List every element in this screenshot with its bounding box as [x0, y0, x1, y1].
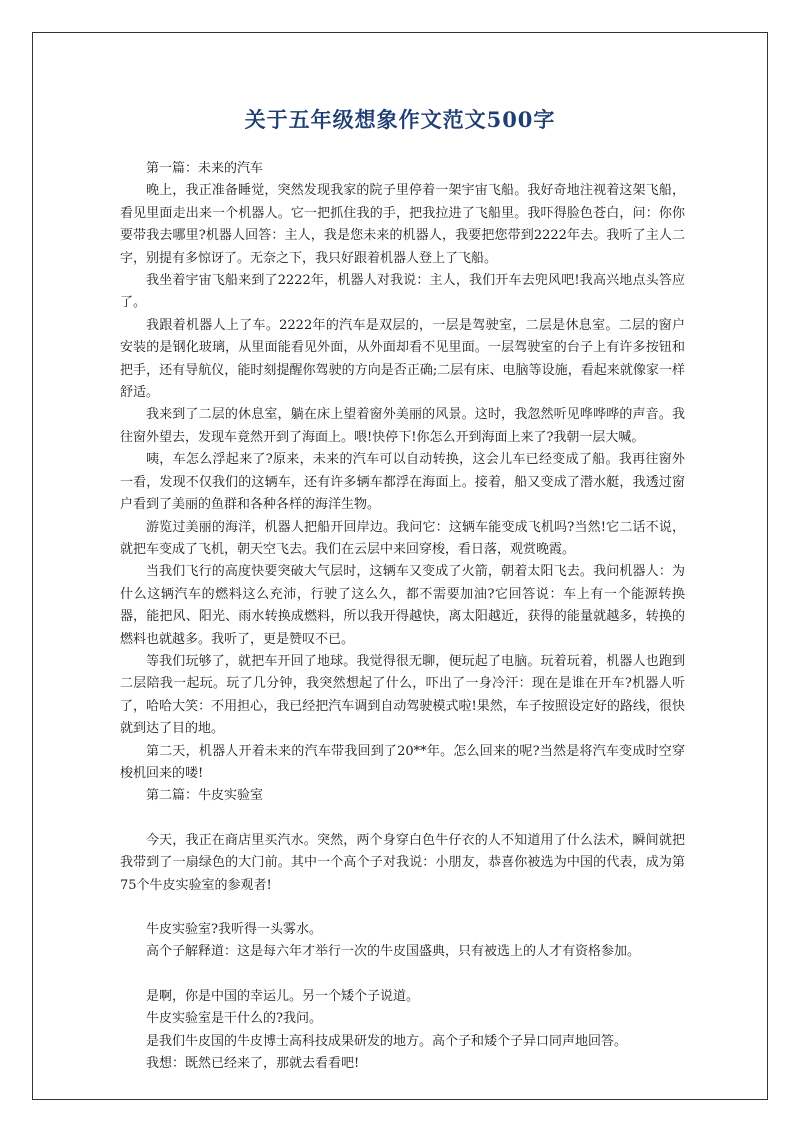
paragraph: 游览过美丽的海洋，机器人把船开回岸边。我问它：这辆车能变成飞机吗?当然!它二话不说，就把车变成了飞机，朝天空飞去。我们在云层中来回穿梭，看日落，观赏晚霞。	[120, 519, 685, 557]
paragraph: 我跟着机器人上了车。2222年的汽车是双层的，一层是驾驶室，二层是休息室。二层的窗户安装的是钢化玻璃，从里面能看见外面，从外面却看不见里面。一层驾驶室的台子上有许多按钮和把手，还有导航仪，能时刻提醒你驾驶的方向是否正确;二层有床、电脑等设施，看起来就像家一样舒适。	[120, 317, 685, 401]
paragraph: 我来到了二层的休息室，躺在床上望着窗外美丽的风景。这时，我忽然听见哗哗哗的声音。我往窗外望去，发现车竟然开到了海面上。喂!快停下!你怎么开到海面上来了?我朝一层大喊。	[120, 407, 685, 445]
paragraph: 高个子解释道：这是每六年才举行一次的牛皮国盛典，只有被选上的人才有资格参加。	[146, 944, 641, 960]
spacer	[120, 964, 685, 986]
paragraph: 今天，我正在商店里买汽水。突然，两个身穿白色牛仔衣的人不知道用了什么法术，瞬间就把我带到了一扇绿色的大门前。其中一个高个子对我说：小朋友，恭喜你被选为中国的代表，成为第75个牛皮实验室的参观者!	[120, 832, 685, 893]
paragraph: 我坐着宇宙飞船来到了2222年，机器人对我说：主人，我们开车去兜风吧!我高兴地点头答应了。	[120, 273, 685, 311]
paragraph: 等我们玩够了，就把车开回了地球。我觉得很无聊，便玩起了电脑。玩着玩着，机器人也跑到二层陪我一起玩。玩了几分钟，我突然想起了什么，吓出了一身冷汗：现在是谁在开车?机器人听了，哈哈大笑：不用担心，我已经把汽车调到自动驾驶模式啦!果然，车子按照设定好的路线，很快就到达了目的地。	[120, 653, 685, 737]
section-heading: 第一篇：未来的汽车	[146, 161, 264, 176]
document-body	[120, 158, 685, 1075]
spacer	[120, 808, 685, 830]
paragraph: 是我们牛皮国的牛皮博士高科技成果研发的地方。高个子和矮个子异口同声地回答。	[146, 1033, 628, 1049]
paragraph: 牛皮实验室是干什么的?我问。	[146, 1011, 322, 1027]
paragraph: 牛皮实验室?我听得一头雾水。	[146, 922, 322, 937]
paragraph: 我想：既然已经来了，那就去看看吧!	[146, 1056, 360, 1072]
section-heading: 第二篇：牛皮实验室	[146, 788, 264, 804]
paragraph: 晚上，我正准备睡觉，突然发现我家的院子里停着一架宇宙飞船。我好奇地注视着这架飞船，看见里面走出来一个机器人。它一把抓住我的手，把我拉进了飞船里。我吓得脸色苍白，问：你你要带我去哪里?机器人回答：主人，我是您未来的机器人，我要把您带到2222年去。我听了主人二字，别提有多惊讶了。无奈之下，我只好跟着机器人登上了飞船。	[120, 183, 685, 266]
paragraph: 第二天，机器人开着未来的汽车带我回到了20**年。怎么回来的呢?当然是将汽车变成时空穿梭机回来的喽!	[120, 743, 685, 781]
document-title: 关于五年级想象作文范文500字	[244, 107, 556, 132]
paragraph: 咦，车怎么浮起来了?原来，未来的汽车可以自动转换，这会儿车已经变成了船。我再往窗外一看，发现不仅我们的这辆车，还有许多辆车都浮在海面上。接着，船又变成了潜水艇，我透过窗户看到了美丽的鱼群和各种各样的海洋生物。	[120, 452, 685, 513]
spacer	[120, 897, 685, 919]
paragraph: 是啊，你是中国的幸运儿。另一个矮个子说道。	[146, 988, 420, 1004]
paragraph: 当我们飞行的高度快要突破大气层时，这辆车又变成了火箭，朝着太阳飞去。我问机器人：为什么这辆汽车的燃料这么充沛，行驶了这么久，都不需要加油?它回答说：车上有一个能源转换器，能把风、阳光、雨水转换成燃料，所以我开得越快，离太阳越近，获得的能量就越多，转换的燃料也就越多。我听了，更是赞叹不已。	[120, 564, 685, 647]
